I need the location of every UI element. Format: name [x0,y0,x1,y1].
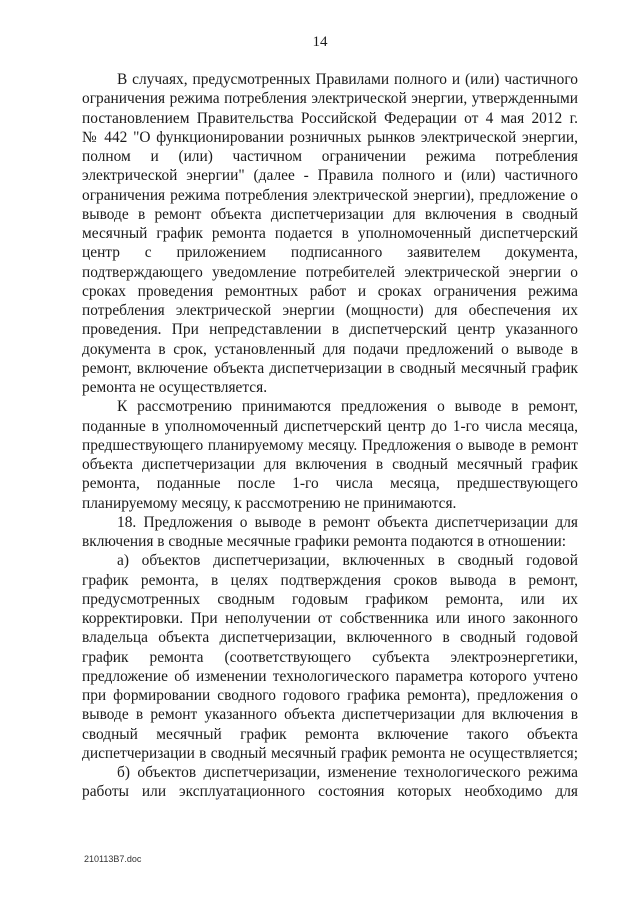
text-line: сводный месячный график ремонта включение такого объекта [82,725,578,743]
text-line: полном и (или) частичном ограничении режима потребления [82,148,578,165]
text-line: график ремонта, в целях подтверждения сроков вывода в ремонт, [82,571,578,589]
text-line: 18. Предложения о выводе в ремонт объекта диспетчеризации для [117,513,578,531]
text-line: предшествующего планируемому месяцу. Предложения о выводе в ремонт [82,436,578,454]
document-body [82,70,578,802]
text-line: выводе в ремонт объекта диспетчеризации для включения в сводный [82,205,578,223]
text-line: постановлением Правительства Российской Федерации от 4 мая 2012 г. [82,109,578,127]
text-line: при формировании сводного годового графика ремонта), предложения о [82,687,578,704]
text-line: ремонта, поданные после 1-го числа месяца, предшествующего [82,475,578,493]
text-line: подтверждающего уведомление потребителей электрической энергии о [82,263,578,281]
paragraph-subitem-a [82,551,578,763]
text-line: предусмотренных сводным годовым графиком ремонта, или их [82,590,578,608]
text-line: № 442 "О функционировании розничных рынков электрической энергии, [82,128,578,146]
text-line: предложение об изменении технологического параметра которого учтено [82,667,578,685]
text-line: работы или эксплуатационного состояния которых необходимо для [82,783,578,801]
text-line: выводе в ремонт указанного объекта диспетчеризации для включения в [82,706,578,724]
text-line: ремонт, включение объекта диспетчеризации в сводный месячный график [82,359,578,377]
text-line: В случаях, предусмотренных Правилами полного и (или) частичного [117,71,578,88]
text-line: центр с приложением подписанного заявителем документа, [82,244,578,262]
text-line: владельца объекта диспетчеризации, включенного в сводный годовой [82,629,578,647]
text-line: диспетчеризации в сводный месячный график ремонта не осуществляется; [82,744,578,762]
text-line: документа в срок, установленный для подачи предложений о выводе в [82,340,578,358]
paragraph-item-18 [82,513,578,552]
text-line: б) объектов диспетчеризации, изменение технологического режима [117,764,578,781]
text-line: проведения. При непредставлении в диспетчерский центр указанного [82,321,578,339]
text-line: корректировки. При неполучении от собственника или иного законного [82,610,578,627]
text-line: месячный график ремонта подается в уполномоченный диспетчерский [82,225,578,242]
text-line: ремонта не осуществляется. [82,379,268,396]
text-line: включения в сводные месячные графики ремонта подаются в отношении: [82,533,567,550]
document-footer-filename: 210113В7.doc [84,854,142,864]
text-line: планируемому месяцу, к рассмотрению не принимаются. [82,494,457,512]
page-number: 14 [312,34,328,50]
text-line: поданные в уполномоченный диспетчерский центр до 1-го числа месяца, [82,417,578,435]
paragraph-2 [82,397,578,513]
text-line: потребления электрической энергии (мощности) для обеспечения их [82,302,578,319]
paragraph-subitem-b [82,763,578,802]
text-line: электрической энергии" (далее - Правила полного и (или) частичного [82,167,578,185]
text-line: ограничения режима потребления электрической энергии, утвержденными [82,90,578,108]
text-line: К рассмотрению принимаются предложения о выводе в ремонт, [117,398,578,416]
text-line: ограничения режима потребления электрической энергии), предложение о [82,186,578,204]
text-line: а) объектов диспетчеризации, включенных в сводный годовой [117,552,578,570]
paragraph-1 [82,70,578,397]
text-line: сроках проведения ремонтных работ и сроках ограничения режима [82,282,578,300]
text-line: график ремонта (соответствующего субъекта электроэнергетики, [82,648,578,666]
text-line: объекта диспетчеризации для включения в сводный месячный график [82,456,578,473]
